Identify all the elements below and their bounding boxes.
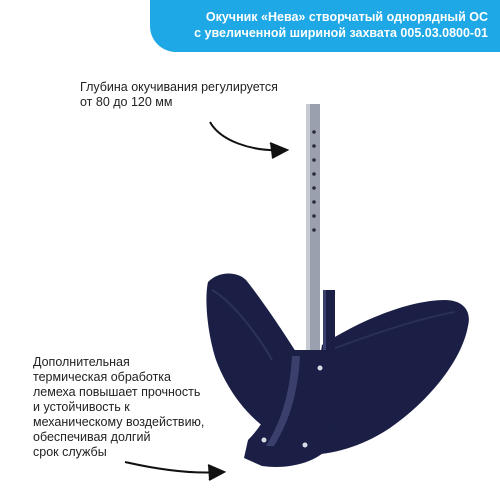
depth-caption-line-1: Глубина окучивания регулируется <box>80 80 278 94</box>
treatment-line: лемеха повышает прочность <box>33 385 201 399</box>
title-line-2: с увеличенной шириной захвата 005.03.0800-01 <box>194 26 488 40</box>
depth-caption-line-2: от 80 до 120 мм <box>80 95 173 109</box>
treatment-line: срок службы <box>33 445 107 459</box>
treatment-arrow-icon <box>125 462 224 480</box>
depth-arrow-icon <box>210 122 287 158</box>
treatment-line: механическому воздействию, <box>33 415 205 429</box>
title-line-1: Окучник «Нева» створчатый однорядный ОС <box>205 10 488 24</box>
treatment-line: Дополнительная <box>33 355 130 369</box>
treatment-line: термическая обработка <box>33 370 171 384</box>
treatment-line: обеспечивая долгий <box>33 430 151 444</box>
treatment-line: и устойчивость к <box>33 400 130 414</box>
